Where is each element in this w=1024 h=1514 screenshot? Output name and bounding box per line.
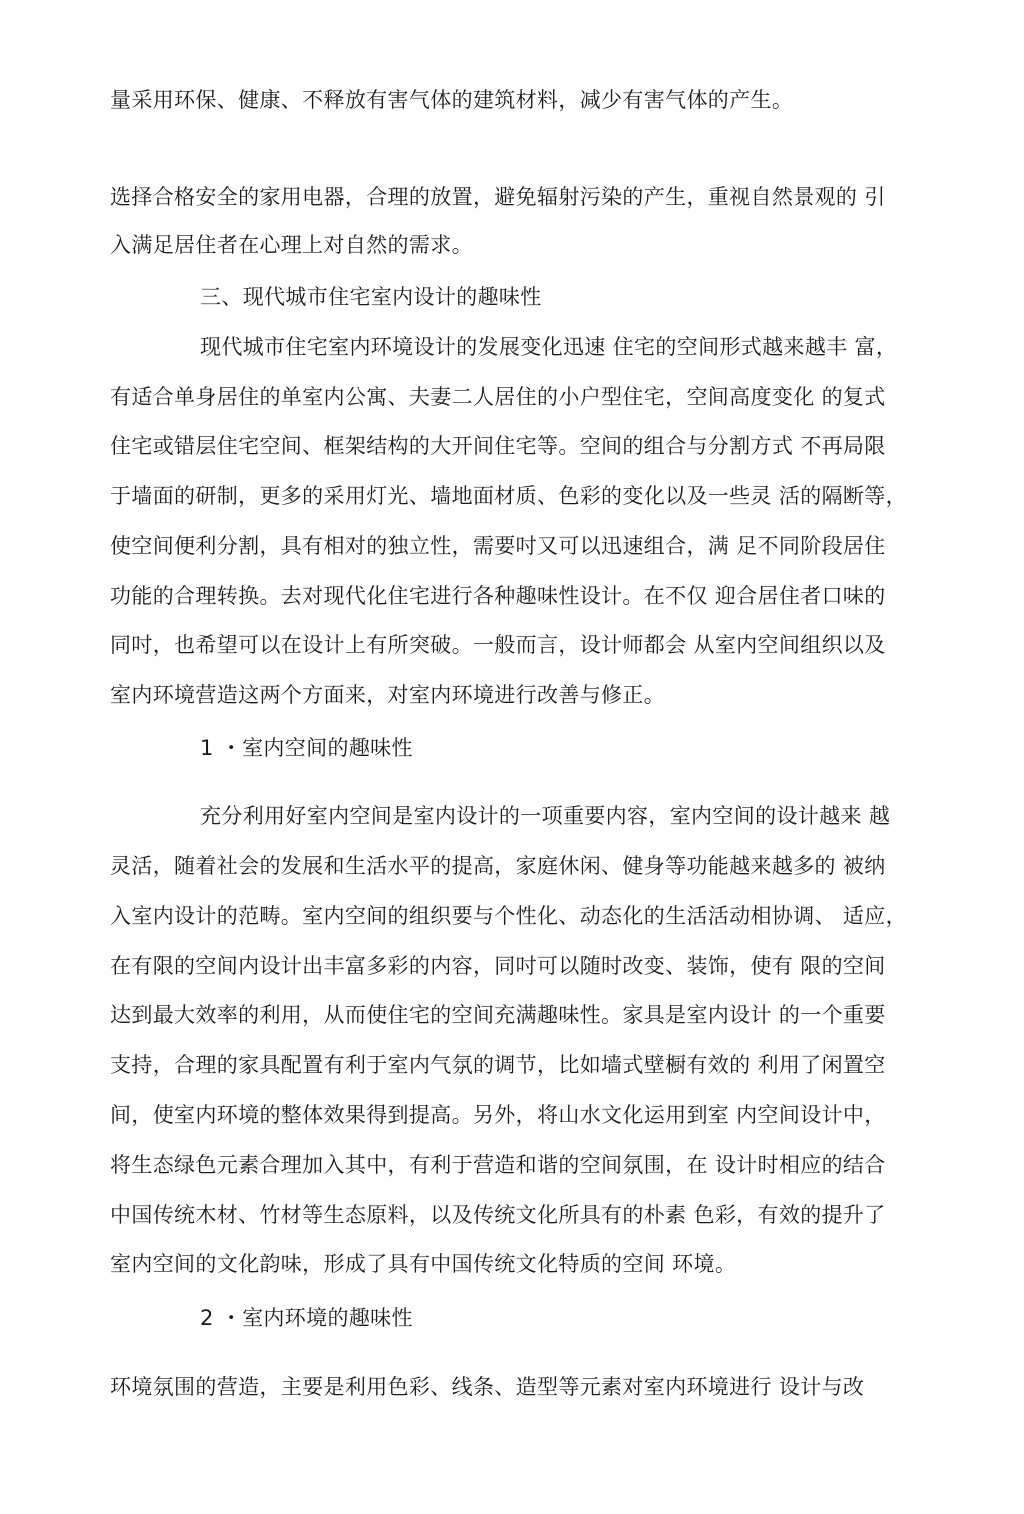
text-line: 功能的合理转换。去对现代化住宅进行各种趣味性设计。在不仅 迎合居住者口味的 [110, 584, 886, 608]
text-line: 入满足居住者在心理上对自然的需求。 [110, 233, 473, 257]
text-line: 支持，合理的家具配置有利于室内气氛的调节，比如墙式壁橱有效的 利用了闲置空 [110, 1053, 886, 1077]
section-heading: 三、现代城市住宅室内设计的趣味性 [200, 285, 542, 309]
subsection-heading: 1 ・室内空间的趣味性 [200, 736, 413, 760]
text-line: 量采用环保、健康、不释放有害气体的建筑材料，减少有害气体的产生。 [110, 88, 794, 112]
text-line: 在有限的空间内设计出丰富多彩的内容，同吋可以随时改变、装饰，使有 限的空间 [110, 954, 886, 978]
text-line: 于墙面的研制，更多的采用灯光、墙地面材质、色彩的变化以及一些灵 活的隔断等， [110, 484, 907, 508]
text-line: 同吋，也希望可以在设计上有所突破。一般而言，设计师都会 从室内空间组织以及 [110, 633, 886, 657]
text-line: 环境氛围的营造，主要是利用色彩、线条、造型等元素对室内环境进行 设计与改 [110, 1375, 865, 1399]
text-line: 室内环境营造这两个方面来，对室内环境进行改善与修正。 [110, 683, 666, 707]
text-line: 中国传统木材、竹材等生态原料，以及传统文化所具有的朴素 色彩，有效的提升了 [110, 1203, 886, 1227]
text-line: 选择合格安全的家用电器，合理的放置，避免辐射污染的产生，重视自然景观的 引 [110, 185, 886, 209]
text-line: 入室内设计的范畴。室内空间的组织要与个性化、动态化的生活活动相协调、 适应， [110, 904, 907, 928]
text-line: 间，使室内环境的整体效果得到提高。另外，将山水文化运用到室 内空间设计中， [110, 1103, 886, 1127]
text-line: 现代城市住宅室内环境设计的发展变化迅速 住宅的空间形式越来越丰 富， [200, 335, 898, 359]
text-line: 室内空间的文化韵味，形成了具有中国传统文化特质的空间 环境。 [110, 1252, 737, 1276]
text-line: 达到最大效率的利用，从而使住宅的空间充满趣味性。家具是室内设计 的一个重要 [110, 1003, 886, 1027]
text-line: 有适合单身居住的单室内公寓、夫妻二人居住的小户型住宅，空间高度变化 的复式 [110, 385, 886, 409]
text-line: 将生态绿色元素合理加入其中，有利于营造和谐的空间氛围，在 设计时相应的结合 [110, 1153, 886, 1177]
text-line: 灵活，随着社会的发展和生活水平的提高，家庭休闲、健身等功能越来越多的 被纳 [110, 854, 886, 878]
subsection-heading: 2 ・室内环境的趣味性 [200, 1306, 413, 1330]
text-line: 使空间便利分割，具有相对的独立性，需要吋又可以迅速组合，满 足不同阶段居住 [110, 534, 886, 558]
text-line: 住宅或错层住宅空间、框架结构的大开间住宅等。空间的组合与分割方式 不再局限 [110, 434, 886, 458]
text-line: 充分利用好室内空间是室内设计的一项重要内容，室内空间的设计越来 越 [200, 804, 891, 828]
